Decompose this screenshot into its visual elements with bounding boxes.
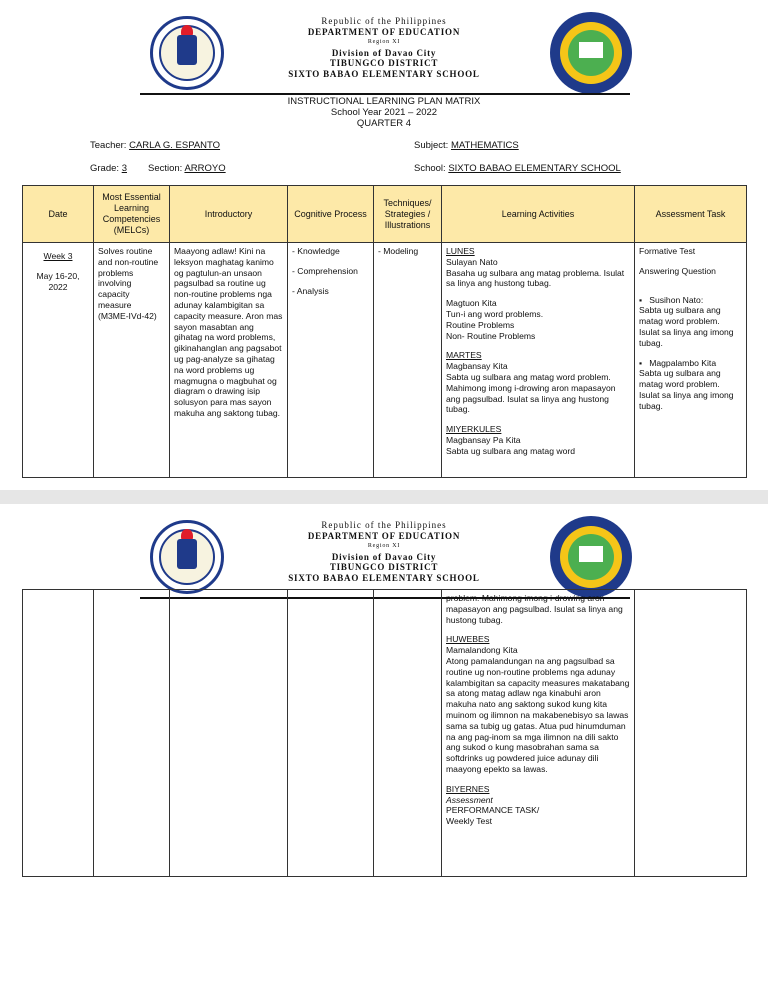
republic-text: Republic of the Philippines — [321, 520, 447, 530]
subject-value: MATHEMATICS — [450, 140, 519, 151]
magtuon-title: Magtuon Kita — [446, 298, 497, 309]
introductory-cell — [170, 590, 288, 877]
magtuon-line: Non- Routine Problems — [446, 330, 536, 341]
school-name-text: SIXTO BABAO ELEMENTARY SCHOOL — [288, 572, 480, 583]
cognitive-cell — [288, 243, 374, 478]
techniques-cell — [374, 590, 442, 877]
day-martes: MARTES — [446, 350, 482, 361]
letterhead-text — [250, 16, 518, 79]
lunes-text: Basaha ug sulbara ang matag problema. Isulat sa linya ang hustong tubag. — [446, 267, 625, 289]
activities-cell — [442, 243, 635, 478]
melc-text: Solves routine and non-routine problems involving capacity measure — [98, 246, 159, 310]
page-divider — [0, 490, 768, 504]
quarter: QUARTER 4 — [356, 118, 412, 129]
plan-title: INSTRUCTIONAL LEARNING PLAN MATRIX — [287, 96, 481, 107]
melc-cell — [94, 590, 170, 877]
republic-text: Republic of the Philippines — [321, 16, 447, 26]
teacher-field: Teacher: CARLA G. ESPANTO — [90, 140, 221, 151]
deped-seal-logo — [150, 520, 224, 594]
school-value: SIXTO BABAO ELEMENTARY SCHOOL — [448, 163, 621, 174]
day-miyerkules: MIYERKULES — [446, 424, 502, 435]
assessment-item — [639, 358, 742, 369]
document-titles — [0, 96, 768, 129]
header-introductory: Introductory — [170, 186, 288, 243]
table-row — [23, 243, 747, 478]
cognitive-knowledge: - Knowledge — [292, 246, 340, 256]
day-lunes: LUNES — [446, 246, 475, 256]
plan-matrix-table — [22, 185, 747, 478]
header-melcs: Most Essential Learning Competencies (MELCs) — [94, 186, 170, 243]
deped-seal-logo — [150, 16, 224, 90]
bullet-icon: ▪ — [639, 294, 643, 305]
biyernes-task: PERFORMANCE TASK/ — [446, 805, 540, 816]
cognitive-analysis: - Analysis — [292, 285, 329, 296]
techniques-cell — [374, 243, 442, 478]
division-text: Division of Davao City — [331, 551, 437, 562]
school-year: School Year 2021 – 2022 — [330, 107, 438, 118]
assessment-cell — [635, 243, 747, 478]
header-assessment-task: Assessment Task — [635, 186, 747, 243]
huwebes-title: Mamalandong Kita — [446, 645, 518, 656]
introductory-text: Maayong adlaw! Kini na leksyon maghatag kanimo og pagtulun-an unsaon pagsulbad sa routine ug non-routine problems nga adunay kalambigitan sa capacity measure. Aron mas sayon masabtan ang gihatag na word problems, gikinahanglan ang pagsabot ug pag-analyze sa gihatag na word problems ug magmugna o magbuhat og diagram o drawing isip solusyon para mas sayon makuha ang saktong tubag. — [174, 246, 283, 418]
week-label: Week 3 — [43, 251, 73, 261]
date-cell — [23, 590, 94, 877]
district-text: TIBUNGCO DISTRICT — [329, 58, 439, 68]
header-date: Date — [23, 186, 94, 243]
day-huwebes: HUWEBES — [446, 634, 490, 645]
document-page-1 — [0, 0, 768, 490]
teacher-value: CARLA G. ESPANTO — [129, 140, 221, 151]
huwebes-text: Atong pamalandungan na ang pagsulbad sa routine ug non-routine problems nga adunay kalambigitan sa capacity measures makatabang sa atong matag adlaw nga kinabuhi aron makuha nato ang saktong sukod kung kita muinom og ilimnon na makabenebisyo sa lawas sama sa tubig ug gatas. Atua pud hinumduman na ang pag-inom sa mga ilimnon na dili sakto ang sukod o kung masobrahan sama sa softdrinks ug powdered juice adunay dili maayong epekto sa lawas. — [446, 655, 630, 774]
subject-field: Subject: MATHEMATICS — [414, 140, 519, 151]
division-text: Division of Davao City — [331, 47, 437, 58]
letterhead-text — [250, 520, 518, 583]
section-value: ARROYO — [184, 163, 226, 174]
assessment-item-text: Sabta ug sulbara ang matag word problem. Isulat sa linya ang imong tubag. — [639, 368, 734, 411]
answering-question: Answering Question — [639, 265, 716, 276]
miyerkules-text: Sabta ug sulbara ang matag word — [446, 445, 575, 456]
document-page-2 — [0, 504, 768, 1006]
technique-modeling: - Modeling — [378, 246, 419, 256]
department-text: DEPARTMENT OF EDUCATION — [307, 26, 461, 37]
magtuon-line: Routine Problems — [446, 319, 515, 330]
magtuon-line: Tun-i ang word problems. — [446, 308, 544, 319]
header-cognitive-process: Cognitive Process — [288, 186, 374, 243]
miyerkules-text-continued: problem. Mahimong imong i-drowing aron mapasayon ang pagsulbad. Isulat sa linya ang hustong tubag. — [446, 593, 623, 625]
district-text: TIBUNGCO DISTRICT — [329, 562, 439, 572]
assessment-item-title: Magpalambo Kita — [649, 357, 717, 368]
formative-test: Formative Test — [639, 246, 696, 256]
school-seal-logo — [550, 516, 632, 598]
plan-matrix-table-continued — [22, 589, 747, 877]
header-learning-activities: Learning Activities — [442, 186, 635, 243]
school-field: School: SIXTO BABAO ELEMENTARY SCHOOL — [414, 163, 621, 174]
assessment-item-title: Susihon Nato: — [649, 294, 704, 305]
table-row — [23, 590, 747, 877]
region-text: Region XI — [367, 39, 401, 45]
table-header-row — [23, 186, 747, 243]
letterhead — [0, 512, 768, 592]
date-cell — [23, 243, 94, 478]
martes-text: Sabta ug sulbara ang matag word problem. Mahimong imong i-drowing aron mapasayon ang pagsulbad. Isulat sa linya ang hustong tubag. — [446, 371, 616, 415]
grade-field: Grade: 3 — [90, 163, 127, 174]
miyerkules-title: Magbansay Pa Kita — [446, 434, 521, 445]
activities-cell — [442, 590, 635, 877]
day-biyernes: BIYERNES — [446, 783, 490, 794]
bullet-icon: ▪ — [639, 357, 643, 368]
letterhead — [0, 8, 768, 88]
department-text: DEPARTMENT OF EDUCATION — [307, 530, 461, 541]
school-seal-logo — [550, 12, 632, 94]
header-techniques: Techniques/ Strategies / Illustrations — [374, 186, 442, 243]
date-range: May 16-20, 2022 — [36, 270, 80, 292]
melc-cell — [94, 243, 170, 478]
section-field: Section: ARROYO — [148, 163, 226, 174]
biyernes-assessment: Assessment — [446, 794, 493, 805]
assessment-item-text: Sabta ug sulbara ang matag word problem. Isulat sa linya ang imong tubag. — [639, 305, 734, 348]
assessment-item — [639, 295, 742, 306]
introductory-cell — [170, 243, 288, 478]
school-name-text: SIXTO BABAO ELEMENTARY SCHOOL — [288, 68, 480, 79]
martes-title: Magbansay Kita — [446, 361, 508, 372]
cognitive-cell — [288, 590, 374, 877]
lunes-title: Sulayan Nato — [446, 256, 498, 267]
grade-value: 3 — [121, 163, 127, 174]
header-rule — [140, 93, 630, 95]
cognitive-comprehension: - Comprehension — [292, 265, 358, 276]
region-text: Region XI — [367, 543, 401, 549]
assessment-cell — [635, 590, 747, 877]
melc-code: (M3ME-IVd-42) — [98, 310, 157, 321]
biyernes-weekly: Weekly Test — [446, 816, 493, 827]
